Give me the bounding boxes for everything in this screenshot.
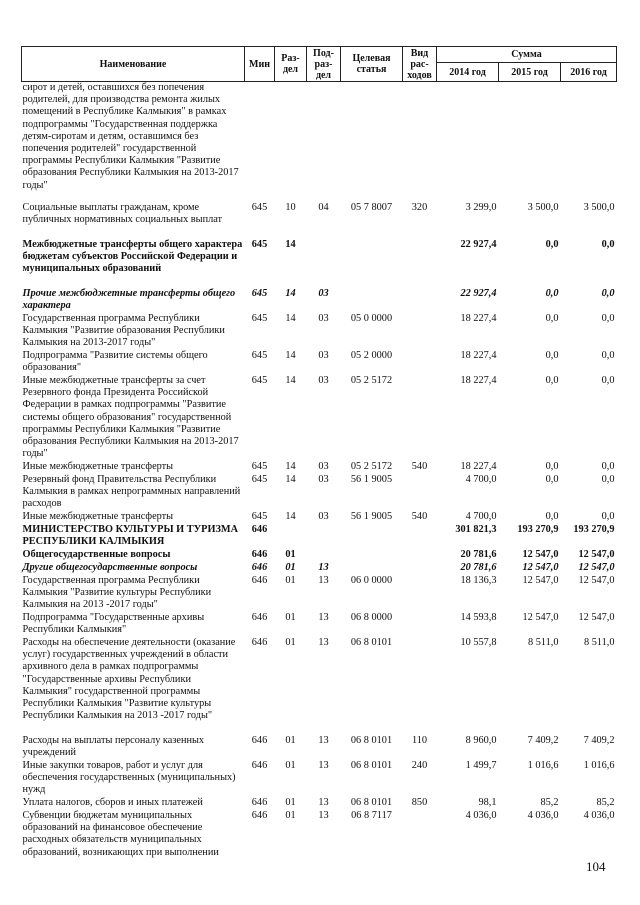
cell-rz: 14 — [285, 511, 296, 522]
cell-name: Расходы на выплаты персоналу казенных учреждений — [22, 735, 205, 759]
cell-vr: 850 — [411, 797, 428, 808]
cell-vr — [403, 612, 437, 637]
cell-y15: 0,0 — [545, 375, 559, 386]
cell-name: Уплата налогов, сборов и иных платежей — [22, 797, 203, 808]
cell-y16: 12 547,0 — [578, 575, 615, 586]
cell-y16: 12 547,0 — [578, 549, 615, 560]
cell-name: Межбюджетные трансферты общего характера бюджетам субъектов Российской Федерации и муниципальных образований — [22, 239, 243, 275]
cell-rz: 01 — [285, 549, 296, 560]
cell-y14: 4 700,0 — [465, 511, 497, 522]
cell-y15: 193 270,9 — [517, 524, 559, 535]
cell-vr: 240 — [411, 760, 428, 771]
cell-cs — [341, 288, 403, 313]
cell-pr: 03 — [318, 288, 329, 299]
cell-pr: 04 — [318, 202, 329, 213]
cell-pr: 13 — [318, 575, 329, 586]
cell-cs: 06 8 0101 — [350, 735, 393, 746]
cell-min: 646 — [251, 549, 268, 560]
cell-min: 646 — [251, 735, 268, 746]
table-row — [22, 461, 617, 474]
cell-cs: 05 2 0000 — [350, 350, 393, 361]
table-row — [22, 202, 617, 239]
cell-min: 646 — [251, 810, 268, 821]
cell-y14: 20 781,6 — [460, 549, 497, 560]
table-row — [22, 549, 617, 562]
cell-rz: 01 — [285, 810, 296, 821]
cell-y16: 0,0 — [601, 511, 615, 522]
cell-y14: 18 227,4 — [460, 350, 497, 361]
cell-y16: 12 547,0 — [578, 612, 615, 623]
cell-y16: 0,0 — [601, 375, 615, 386]
table-row — [22, 239, 617, 288]
cell-y16: 0,0 — [601, 474, 615, 485]
cell-pr: 13 — [318, 760, 329, 771]
cell-y15 — [499, 82, 561, 203]
cell-cs: 56 1 9005 — [350, 474, 393, 485]
cell-y15: 0,0 — [545, 474, 559, 485]
cell-pr — [307, 549, 341, 562]
cell-name: сирот и детей, оставшихся без попечения родителей, для производства ремонта жилых помещений в Республике Калмыкия" в рамках подпрограммы "Государственная поддержка детям-сиротам и детям, оставшимся без попечения родителей" государственной программы Республики Калмыкия "Развитие образования Республики Калмыкия на 2013-2017 годы" — [22, 82, 239, 191]
cell-cs: 06 8 7117 — [351, 810, 392, 821]
header-2016: 2016 год — [561, 63, 617, 82]
cell-y16: 0,0 — [601, 288, 615, 299]
cell-name: Иные межбюджетные трансферты — [22, 461, 174, 472]
cell-rz: 01 — [285, 562, 296, 573]
table-row — [22, 562, 617, 575]
cell-vr: 540 — [411, 511, 428, 522]
cell-min: 645 — [251, 375, 268, 386]
cell-pr: 13 — [318, 735, 329, 746]
cell-rz: 14 — [285, 350, 296, 361]
cell-cs: 05 0 0000 — [350, 313, 393, 324]
cell-y14: 1 499,7 — [465, 760, 497, 771]
cell-min: 646 — [251, 637, 268, 648]
cell-rz: 14 — [285, 288, 296, 299]
cell-cs — [341, 562, 403, 575]
cell-name: Иные межбюджетные трансферты за счет Резервного фонда Президента Российской Федерации в рамках подпрограммы "Развитие системы общего образования" государственной программы Республики Калмыкия "Развитие образования Республики Калмыкия на 2013-2017 годы" — [22, 375, 239, 460]
cell-vr: 110 — [411, 735, 428, 746]
cell-y14: 4 036,0 — [465, 810, 497, 821]
cell-rz: 01 — [285, 637, 296, 648]
table-row — [22, 524, 617, 549]
header-summa: Сумма — [437, 47, 617, 63]
cell-cs: 06 8 0101 — [350, 760, 393, 771]
cell-rz: 01 — [285, 797, 296, 808]
cell-vr — [403, 575, 437, 612]
cell-pr: 13 — [318, 810, 329, 821]
cell-cs: 06 8 0000 — [350, 612, 393, 623]
cell-cs — [341, 524, 403, 549]
cell-y16: 8 511,0 — [583, 637, 615, 648]
cell-y16: 1 016,6 — [583, 760, 615, 771]
cell-cs: 05 2 5172 — [350, 461, 393, 472]
cell-vr — [403, 549, 437, 562]
header-podrazdel: Под- раз- дел — [307, 47, 341, 82]
cell-name: Социальные выплаты гражданам, кроме публичных нормативных социальных выплат — [22, 202, 223, 226]
table-row — [22, 810, 617, 870]
cell-y14: 98,1 — [478, 797, 497, 808]
cell-rz: 01 — [285, 575, 296, 586]
cell-y15: 0,0 — [545, 461, 559, 472]
budget-table — [21, 46, 617, 870]
cell-y14: 4 700,0 — [465, 474, 497, 485]
table-body — [22, 82, 617, 871]
cell-min: 646 — [251, 797, 268, 808]
cell-y15: 85,2 — [540, 797, 559, 808]
cell-pr: 03 — [318, 511, 329, 522]
cell-pr: 03 — [318, 350, 329, 361]
cell-min: 645 — [251, 511, 268, 522]
cell-min: 645 — [251, 288, 268, 299]
cell-y14: 301 821,3 — [455, 524, 497, 535]
cell-y14 — [437, 82, 499, 203]
cell-y14: 18 136,3 — [460, 575, 497, 586]
cell-y16 — [561, 82, 617, 203]
cell-name: Иные закупки товаров, работ и услуг для обеспечения государственных (муниципальных) нужд — [22, 760, 236, 796]
cell-y16: 3 500,0 — [583, 202, 615, 213]
table-row — [22, 612, 617, 637]
cell-vr — [403, 239, 437, 288]
cell-min: 645 — [251, 239, 268, 250]
header-name: Наименование — [22, 47, 245, 82]
cell-rz — [275, 524, 307, 549]
cell-y16: 7 409,2 — [583, 735, 615, 746]
header-min: Мин — [245, 47, 275, 82]
cell-name: Государственная программа Республики Калмыкия "Развитие образования Республики Калмыкия на 2013-2017 годы" — [22, 313, 225, 349]
cell-pr: 03 — [318, 474, 329, 485]
cell-y15: 8 511,0 — [527, 637, 559, 648]
cell-y15: 0,0 — [545, 313, 559, 324]
cell-pr: 03 — [318, 461, 329, 472]
cell-cs — [341, 82, 403, 203]
cell-y14: 10 557,8 — [460, 637, 497, 648]
cell-y15: 12 547,0 — [522, 575, 559, 586]
cell-y14: 8 960,0 — [465, 735, 497, 746]
header-celevaya: Целевая статья — [341, 47, 403, 82]
cell-cs: 06 8 0101 — [350, 797, 393, 808]
table-row — [22, 511, 617, 524]
cell-vr — [403, 288, 437, 313]
cell-y14: 3 299,0 — [465, 202, 497, 213]
cell-vr — [403, 375, 437, 461]
cell-y16: 0,0 — [601, 239, 615, 250]
cell-pr: 03 — [318, 313, 329, 324]
cell-rz: 01 — [285, 612, 296, 623]
table-header — [22, 47, 617, 82]
cell-min: 645 — [251, 313, 268, 324]
table-row — [22, 575, 617, 612]
cell-y16: 12 547,0 — [578, 562, 615, 573]
cell-name: Подпрограмма "Развитие системы общего образования" — [22, 350, 208, 374]
cell-min: 646 — [251, 575, 268, 586]
cell-pr: 13 — [318, 797, 329, 808]
cell-min: 645 — [251, 461, 268, 472]
cell-vr: 320 — [411, 202, 428, 213]
cell-pr — [307, 524, 341, 549]
cell-y16: 4 036,0 — [583, 810, 615, 821]
cell-y16: 0,0 — [601, 313, 615, 324]
cell-vr — [403, 810, 437, 870]
cell-vr — [403, 474, 437, 511]
cell-name: Резервный фонд Правительства Республики Калмыкия в рамках непрограммных направлений расходов — [22, 474, 241, 510]
header-2015: 2015 год — [499, 63, 561, 82]
cell-y14: 20 781,6 — [460, 562, 497, 573]
table-row — [22, 735, 617, 760]
cell-pr — [307, 82, 341, 203]
cell-y14: 14 593,8 — [460, 612, 497, 623]
table-row — [22, 82, 617, 203]
cell-y16: 0,0 — [601, 461, 615, 472]
cell-name: Расходы на обеспечение деятельности (оказание услуг) государственных учреждений в области архивного дела в рамках подпрограммы "Государственные архивы Республики Калмыкия" государственной программы Республики Калмыкия "Развитие культуры Республики Калмыкия на 2013 -2017 годы" — [22, 637, 236, 722]
cell-y14: 18 227,4 — [460, 461, 497, 472]
table-row — [22, 474, 617, 511]
cell-pr: 13 — [318, 562, 329, 573]
page-number: 104 — [586, 859, 606, 874]
cell-vr — [403, 562, 437, 575]
cell-rz: 14 — [285, 313, 296, 324]
cell-vr — [403, 524, 437, 549]
cell-rz: 14 — [285, 474, 296, 485]
cell-y15: 7 409,2 — [527, 735, 559, 746]
cell-min — [245, 82, 275, 203]
cell-rz: 14 — [285, 461, 296, 472]
cell-vr — [403, 313, 437, 350]
cell-pr: 03 — [318, 375, 329, 386]
cell-y15: 0,0 — [545, 350, 559, 361]
cell-y15: 0,0 — [545, 511, 559, 522]
cell-pr: 13 — [318, 637, 329, 648]
table-row — [22, 797, 617, 810]
cell-cs: 06 0 0000 — [350, 575, 393, 586]
cell-y14: 22 927,4 — [460, 239, 497, 250]
cell-y15: 1 016,6 — [527, 760, 559, 771]
cell-y15: 4 036,0 — [527, 810, 559, 821]
cell-name: Субвенции бюджетам муниципальных образований на финансовое обеспечение расходных обязательств муниципальных образований, возникающих при выполнении — [22, 810, 219, 858]
cell-name: Прочие межбюджетные трансферты общего характера — [22, 288, 236, 312]
cell-vr — [403, 350, 437, 375]
cell-y14: 22 927,4 — [460, 288, 497, 299]
cell-vr: 540 — [411, 461, 428, 472]
cell-rz: 14 — [285, 375, 296, 386]
cell-min: 645 — [251, 202, 268, 213]
table-row — [22, 637, 617, 735]
cell-name: Государственная программа Республики Калмыкия "Развитие культуры Республики Калмыкия на 2013 -2017 годы" — [22, 575, 212, 611]
cell-y15: 0,0 — [545, 239, 559, 250]
cell-vr — [403, 637, 437, 735]
cell-min: 646 — [251, 562, 268, 573]
cell-y16: 85,2 — [596, 797, 615, 808]
cell-min: 646 — [251, 524, 268, 535]
cell-name: Другие общегосударственные вопросы — [22, 562, 198, 573]
cell-min: 645 — [251, 350, 268, 361]
cell-y14: 18 227,4 — [460, 375, 497, 386]
table-row — [22, 288, 617, 313]
cell-rz: 10 — [285, 202, 296, 213]
cell-name: Общегосударственные вопросы — [22, 549, 171, 560]
cell-min: 646 — [251, 612, 268, 623]
cell-pr — [307, 239, 341, 288]
cell-y15: 0,0 — [545, 288, 559, 299]
cell-cs: 05 2 5172 — [350, 375, 393, 386]
table-row — [22, 375, 617, 461]
cell-name: Подпрограмма "Государственные архивы Республики Калмыкия" — [22, 612, 205, 636]
cell-rz — [275, 82, 307, 203]
cell-cs: 56 1 9005 — [350, 511, 393, 522]
cell-rz: 01 — [285, 760, 296, 771]
table-row — [22, 313, 617, 350]
header-razdel: Раз- дел — [275, 47, 307, 82]
cell-y15: 3 500,0 — [527, 202, 559, 213]
cell-pr: 13 — [318, 612, 329, 623]
cell-cs — [341, 549, 403, 562]
cell-y15: 12 547,0 — [522, 549, 559, 560]
cell-name: МИНИСТЕРСТВО КУЛЬТУРЫ И ТУРИЗМА РЕСПУБЛИКИ КАЛМЫКИЯ — [22, 524, 239, 548]
cell-y15: 12 547,0 — [522, 562, 559, 573]
cell-min: 645 — [251, 474, 268, 485]
cell-y16: 0,0 — [601, 350, 615, 361]
cell-name: Иные межбюджетные трансферты — [22, 511, 174, 522]
cell-min: 646 — [251, 760, 268, 771]
cell-cs — [341, 239, 403, 288]
cell-cs: 06 8 0101 — [350, 637, 393, 648]
cell-rz: 01 — [285, 735, 296, 746]
cell-cs: 05 7 8007 — [350, 202, 393, 213]
header-2014: 2014 год — [437, 63, 499, 82]
cell-rz: 14 — [285, 239, 296, 250]
cell-y14: 18 227,4 — [460, 313, 497, 324]
cell-y15: 12 547,0 — [522, 612, 559, 623]
cell-y16: 193 270,9 — [573, 524, 615, 535]
table-row — [22, 350, 617, 375]
cell-vr — [403, 82, 437, 203]
table-row — [22, 760, 617, 797]
header-vid: Вид рас- ходов — [403, 47, 437, 82]
